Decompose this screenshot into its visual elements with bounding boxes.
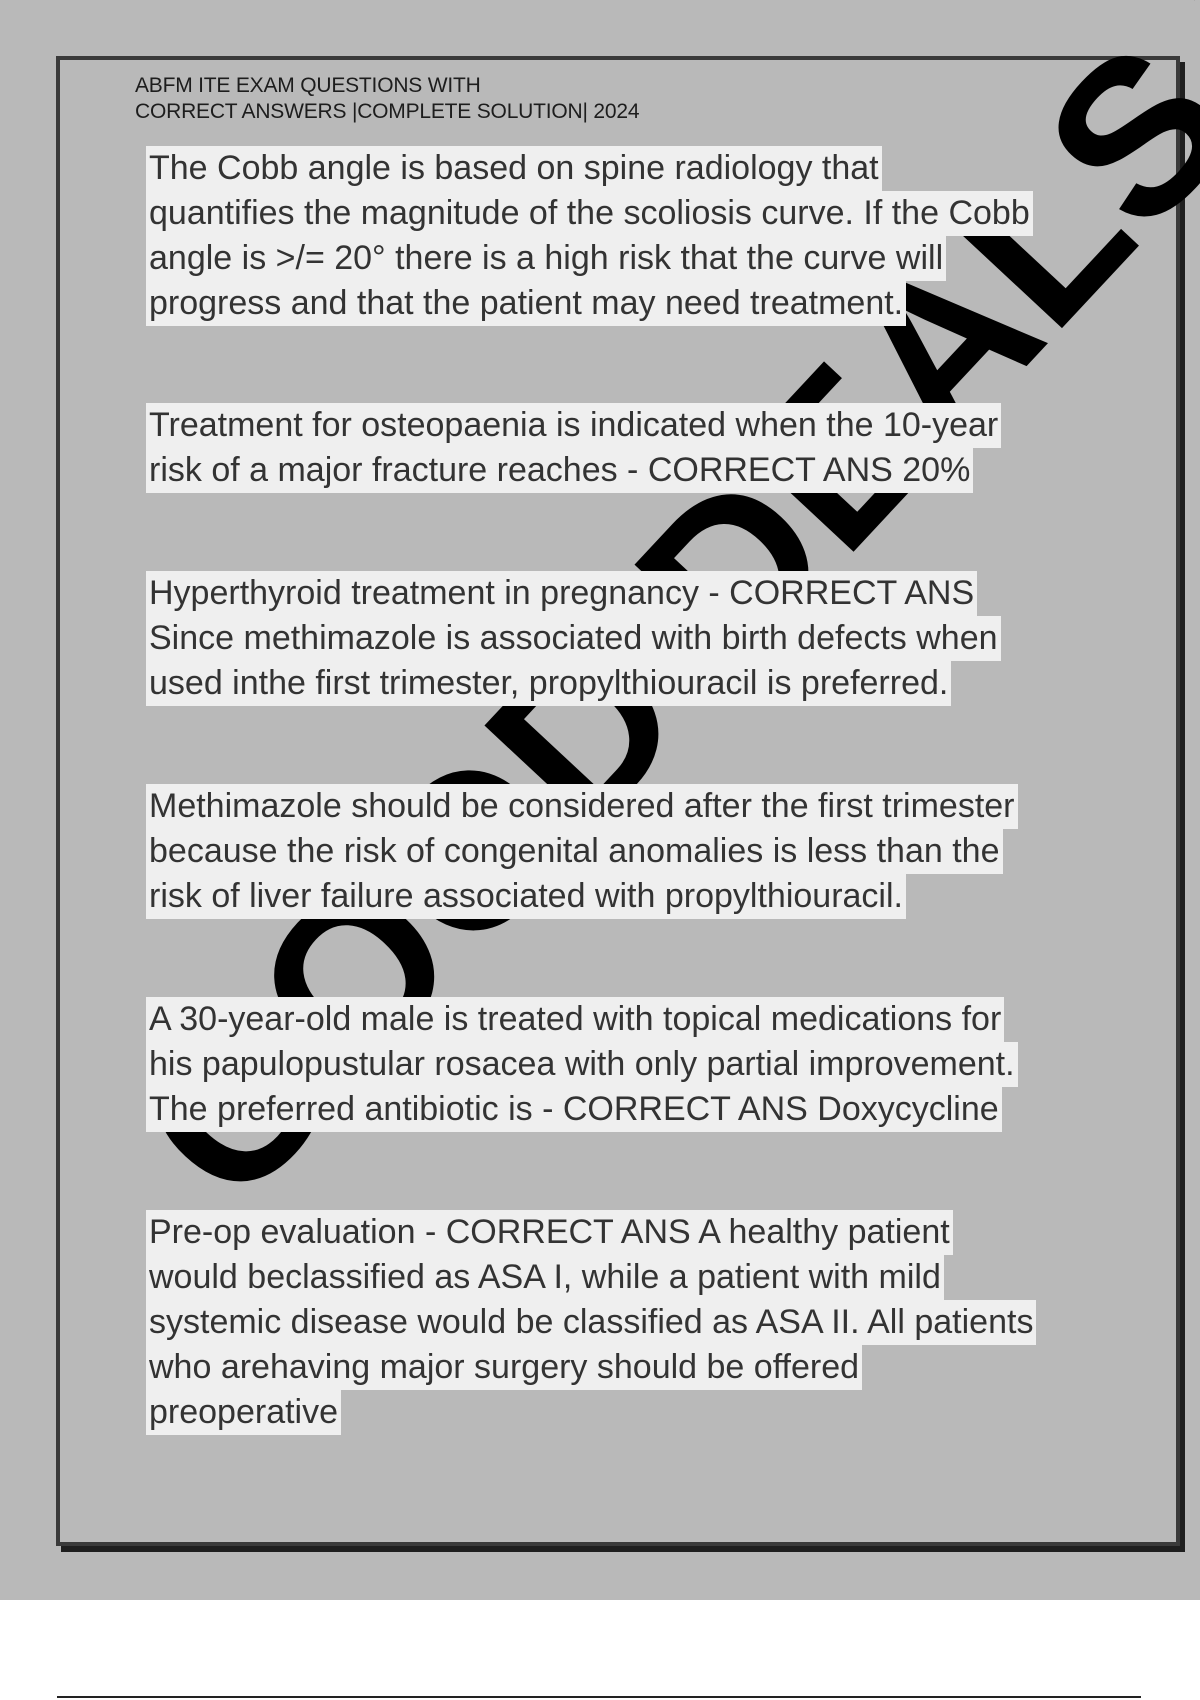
text-line: Hyperthyroid treatment in pregnancy - CORRECT ANS — [146, 571, 977, 616]
text-line: his papulopustular rosacea with only partial improvement. — [146, 1042, 1018, 1087]
text-line: The Cobb angle is based on spine radiology that — [146, 146, 882, 191]
text-line: Pre-op evaluation - CORRECT ANS A healthy patient — [146, 1210, 953, 1255]
text-line: risk of liver failure associated with propylthiouracil. — [146, 874, 906, 919]
text-line: used inthe first trimester, propylthiouracil is preferred. — [146, 661, 951, 706]
qa-block-osteopaenia — [146, 403, 1106, 493]
text-line: would beclassified as ASA I, while a patient with mild — [146, 1255, 944, 1300]
text-line: A 30-year-old male is treated with topical medications for — [146, 997, 1004, 1042]
qa-block-rosacea — [146, 997, 1106, 1132]
text-line: who arehaving major surgery should be offered — [146, 1345, 862, 1390]
document-header — [135, 73, 639, 125]
text-line: preoperative — [146, 1390, 341, 1435]
text-line: progress and that the patient may need treatment. — [146, 281, 906, 326]
text-line: Treatment for osteopaenia is indicated when the 10-year — [146, 403, 1001, 448]
qa-block-cobb-angle — [146, 146, 1106, 326]
text-line: The preferred antibiotic is - CORRECT ANS Doxycycline — [146, 1087, 1002, 1132]
text-line: risk of a major fracture reaches - CORRECT ANS 20% — [146, 448, 973, 493]
text-line: Since methimazole is associated with birth defects when — [146, 616, 1001, 661]
qa-block-hyperthyroid-pregnancy — [146, 571, 1106, 706]
qa-block-pre-op-evaluation — [146, 1210, 1106, 1435]
header-line-2: CORRECT ANSWERS |COMPLETE SOLUTION| 2024 — [135, 100, 640, 123]
text-line: Methimazole should be considered after the first trimester — [146, 784, 1018, 829]
header-line-1: ABFM ITE EXAM QUESTIONS WITH — [135, 74, 481, 97]
text-line: systemic disease would be classified as ASA II. All patients — [146, 1300, 1036, 1345]
watermark-text: DEALS — [589, 0, 1200, 711]
text-line: quantifies the magnitude of the scoliosis curve. If the Cobb — [146, 191, 1033, 236]
qa-block-methimazole — [146, 784, 1106, 919]
footer-divider — [57, 1696, 1141, 1698]
text-line: because the risk of congenital anomalies is less than the — [146, 829, 1003, 874]
text-line: angle is >/= 20° there is a high risk that the curve will — [146, 236, 946, 281]
